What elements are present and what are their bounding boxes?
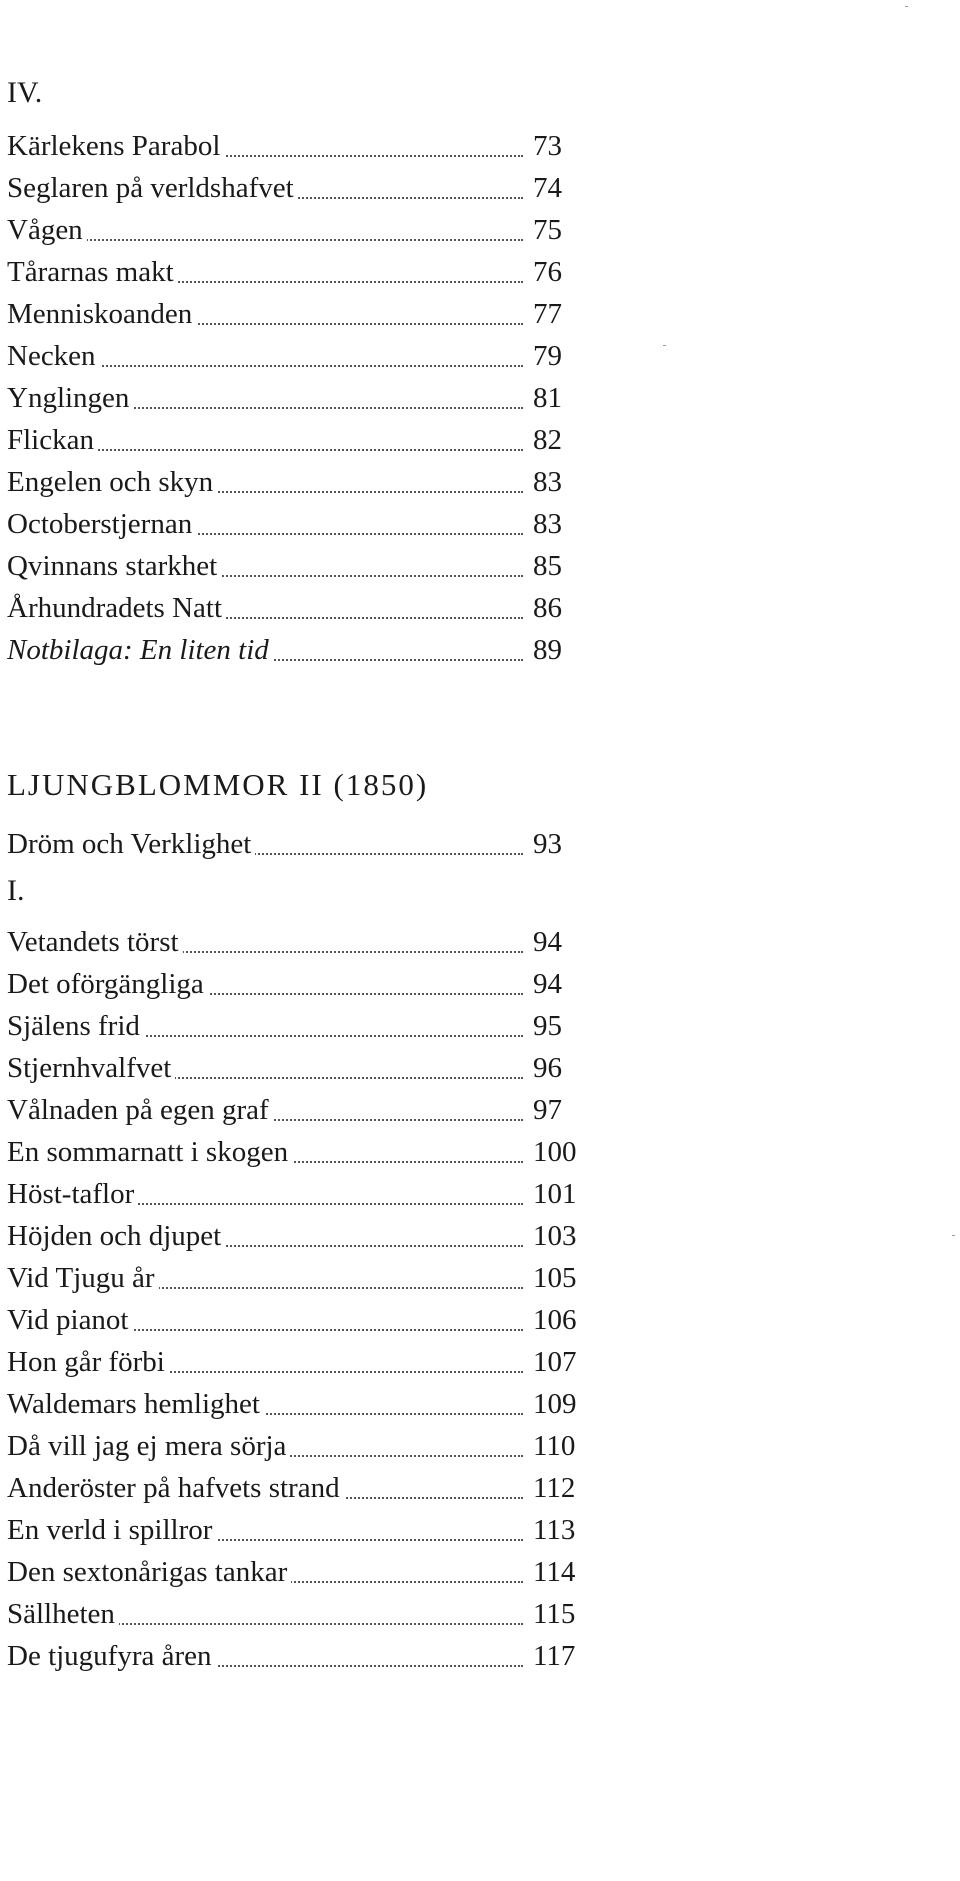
toc-entry	[7, 1342, 603, 1382]
entry-title-leader	[7, 294, 523, 334]
entry-page-number: 94	[533, 926, 562, 958]
entry-title: Själens frid	[7, 1010, 144, 1042]
toc-entry	[7, 210, 603, 250]
toc-entry	[7, 824, 603, 864]
entry-title-leader	[7, 588, 523, 628]
entry-title: Höjden och djupet	[7, 1220, 225, 1252]
toc-entry	[7, 1594, 603, 1634]
entry-page-number: 103	[533, 1220, 577, 1252]
entry-page-number: 89	[533, 634, 562, 666]
entry-title: Då vill jag ej mera sörja	[7, 1430, 290, 1462]
entry-title: Vålnaden på egen graf	[7, 1094, 273, 1126]
entry-page-number: 79	[533, 340, 562, 372]
entry-page-number: 97	[533, 1094, 562, 1126]
entry-title: Det oförgängliga	[7, 968, 208, 1000]
toc-entry	[7, 1132, 603, 1172]
entry-title: Menniskoanden	[7, 298, 196, 330]
entry-title-leader	[7, 964, 523, 1004]
toc-entry	[7, 378, 603, 418]
toc-entry	[7, 168, 603, 208]
entry-title-leader	[7, 1174, 523, 1214]
entry-title: Waldemars hemlighet	[7, 1388, 264, 1420]
entry-page-number: 86	[533, 592, 562, 624]
entry-page-number: 75	[533, 214, 562, 246]
toc-entry	[7, 1300, 603, 1340]
entry-title-leader	[7, 126, 523, 166]
entry-page-number: 83	[533, 508, 562, 540]
scan-speck	[905, 6, 908, 7]
toc-entry	[7, 964, 603, 1004]
entry-title: Hon går förbi	[7, 1346, 169, 1378]
entry-title: Vid Tjugu år	[7, 1262, 159, 1294]
entry-page-number: 110	[533, 1430, 576, 1462]
entry-title: Dröm och Verklighet	[7, 828, 255, 860]
entry-page-number: 73	[533, 130, 562, 162]
entry-title-leader	[7, 252, 523, 292]
entry-page-number: 114	[533, 1556, 576, 1588]
entry-title-leader	[7, 630, 523, 670]
entry-page-number: 74	[533, 172, 562, 204]
entry-title-leader	[7, 210, 523, 250]
toc-entry	[7, 630, 603, 670]
toc-entry	[7, 126, 603, 166]
entry-title-leader	[7, 1636, 523, 1676]
toc-entry	[7, 588, 603, 628]
entry-page-number: 101	[533, 1178, 577, 1210]
entry-title-leader	[7, 462, 523, 502]
entry-title: Den sextonårigas tankar	[7, 1556, 291, 1588]
entry-title: Ynglingen	[7, 382, 133, 414]
entry-title-leader	[7, 546, 523, 586]
entry-page-number: 115	[533, 1598, 576, 1630]
toc-entry	[7, 1384, 603, 1424]
section-title: LJUNGBLOMMOR II (1850)	[7, 767, 429, 802]
entry-title-leader	[7, 504, 523, 544]
entry-title: Flickan	[7, 424, 98, 456]
entry-title-leader	[7, 336, 523, 376]
entry-title: Qvinnans starkhet	[7, 550, 221, 582]
toc-entry	[7, 294, 603, 334]
part-i-heading: I.	[7, 874, 25, 907]
toc-entry	[7, 336, 603, 376]
toc-entry	[7, 1468, 603, 1508]
entry-title-leader	[7, 1216, 523, 1256]
entry-title: Engelen och skyn	[7, 466, 217, 498]
entry-page-number: 95	[533, 1010, 562, 1042]
entry-title: En verld i spillror	[7, 1514, 216, 1546]
entry-title-leader	[7, 1006, 523, 1046]
toc-entry	[7, 462, 603, 502]
entry-title: Seglaren på verldshafvet	[7, 172, 298, 204]
toc-entry	[7, 1216, 603, 1256]
entry-page-number: 81	[533, 382, 562, 414]
entry-title: Höst-taflor	[7, 1178, 138, 1210]
entry-page-number: 106	[533, 1304, 577, 1336]
entry-title-leader	[7, 1384, 523, 1424]
entry-title: Sällheten	[7, 1598, 119, 1630]
entry-page-number: 109	[533, 1388, 577, 1420]
scan-speck	[663, 345, 666, 346]
entry-title-leader	[7, 1258, 523, 1298]
entry-title-leader	[7, 824, 523, 864]
toc-entry	[7, 922, 603, 962]
entry-page-number: 113	[533, 1514, 576, 1546]
toc-entry	[7, 1426, 603, 1466]
toc-entry	[7, 1258, 603, 1298]
toc-entry	[7, 1636, 603, 1676]
entry-page-number: 117	[533, 1640, 576, 1672]
toc-entry	[7, 1174, 603, 1214]
entry-page-number: 105	[533, 1262, 577, 1294]
entry-title-leader	[7, 922, 523, 962]
entry-title-leader	[7, 1048, 523, 1088]
entry-title: Vid pianot	[7, 1304, 133, 1336]
entry-title: Stjernhvalfvet	[7, 1052, 175, 1084]
toc-entry	[7, 504, 603, 544]
entry-title: Tårarnas makt	[7, 256, 178, 288]
entry-title-leader	[7, 1132, 523, 1172]
entry-page-number: 94	[533, 968, 562, 1000]
entry-page-number: 77	[533, 298, 562, 330]
entry-title-leader	[7, 1300, 523, 1340]
entry-title: Notbilaga: En liten tid	[7, 634, 273, 666]
entry-title-leader	[7, 1594, 523, 1634]
entry-page-number: 85	[533, 550, 562, 582]
entry-page-number: 83	[533, 466, 562, 498]
entry-title-leader	[7, 1090, 523, 1130]
scan-speck	[952, 1235, 955, 1236]
entry-title: Necken	[7, 340, 100, 372]
toc-entry	[7, 1510, 603, 1550]
entry-title-leader	[7, 1426, 523, 1466]
toc-entry	[7, 252, 603, 292]
entry-page-number: 107	[533, 1346, 577, 1378]
entry-title: Vågen	[7, 214, 87, 246]
entry-title-leader	[7, 1552, 523, 1592]
toc-entry	[7, 1090, 603, 1130]
entry-title-leader	[7, 1342, 523, 1382]
entry-page-number: 96	[533, 1052, 562, 1084]
toc-entry	[7, 546, 603, 586]
entry-title-leader	[7, 1510, 523, 1550]
entry-title: Vetandets törst	[7, 926, 183, 958]
part-iv-heading: IV.	[7, 76, 43, 109]
entry-page-number: 93	[533, 828, 562, 860]
toc-entry	[7, 420, 603, 460]
entry-title-leader	[7, 378, 523, 418]
toc-entry	[7, 1006, 603, 1046]
toc-entry	[7, 1048, 603, 1088]
entry-page-number: 100	[533, 1136, 577, 1168]
entry-title: Octoberstjernan	[7, 508, 196, 540]
entry-page-number: 76	[533, 256, 562, 288]
entry-title-leader	[7, 1468, 523, 1508]
entry-title: Kärlekens Parabol	[7, 130, 224, 162]
entry-title: Århundradets Natt	[7, 592, 226, 624]
entry-title-leader	[7, 168, 523, 208]
entry-page-number: 112	[533, 1472, 576, 1504]
toc-entry	[7, 1552, 603, 1592]
entry-title: De tjugufyra åren	[7, 1640, 216, 1672]
entry-title-leader	[7, 420, 523, 460]
entry-title: En sommarnatt i skogen	[7, 1136, 292, 1168]
entry-page-number: 82	[533, 424, 562, 456]
entry-title: Anderöster på hafvets strand	[7, 1472, 344, 1504]
